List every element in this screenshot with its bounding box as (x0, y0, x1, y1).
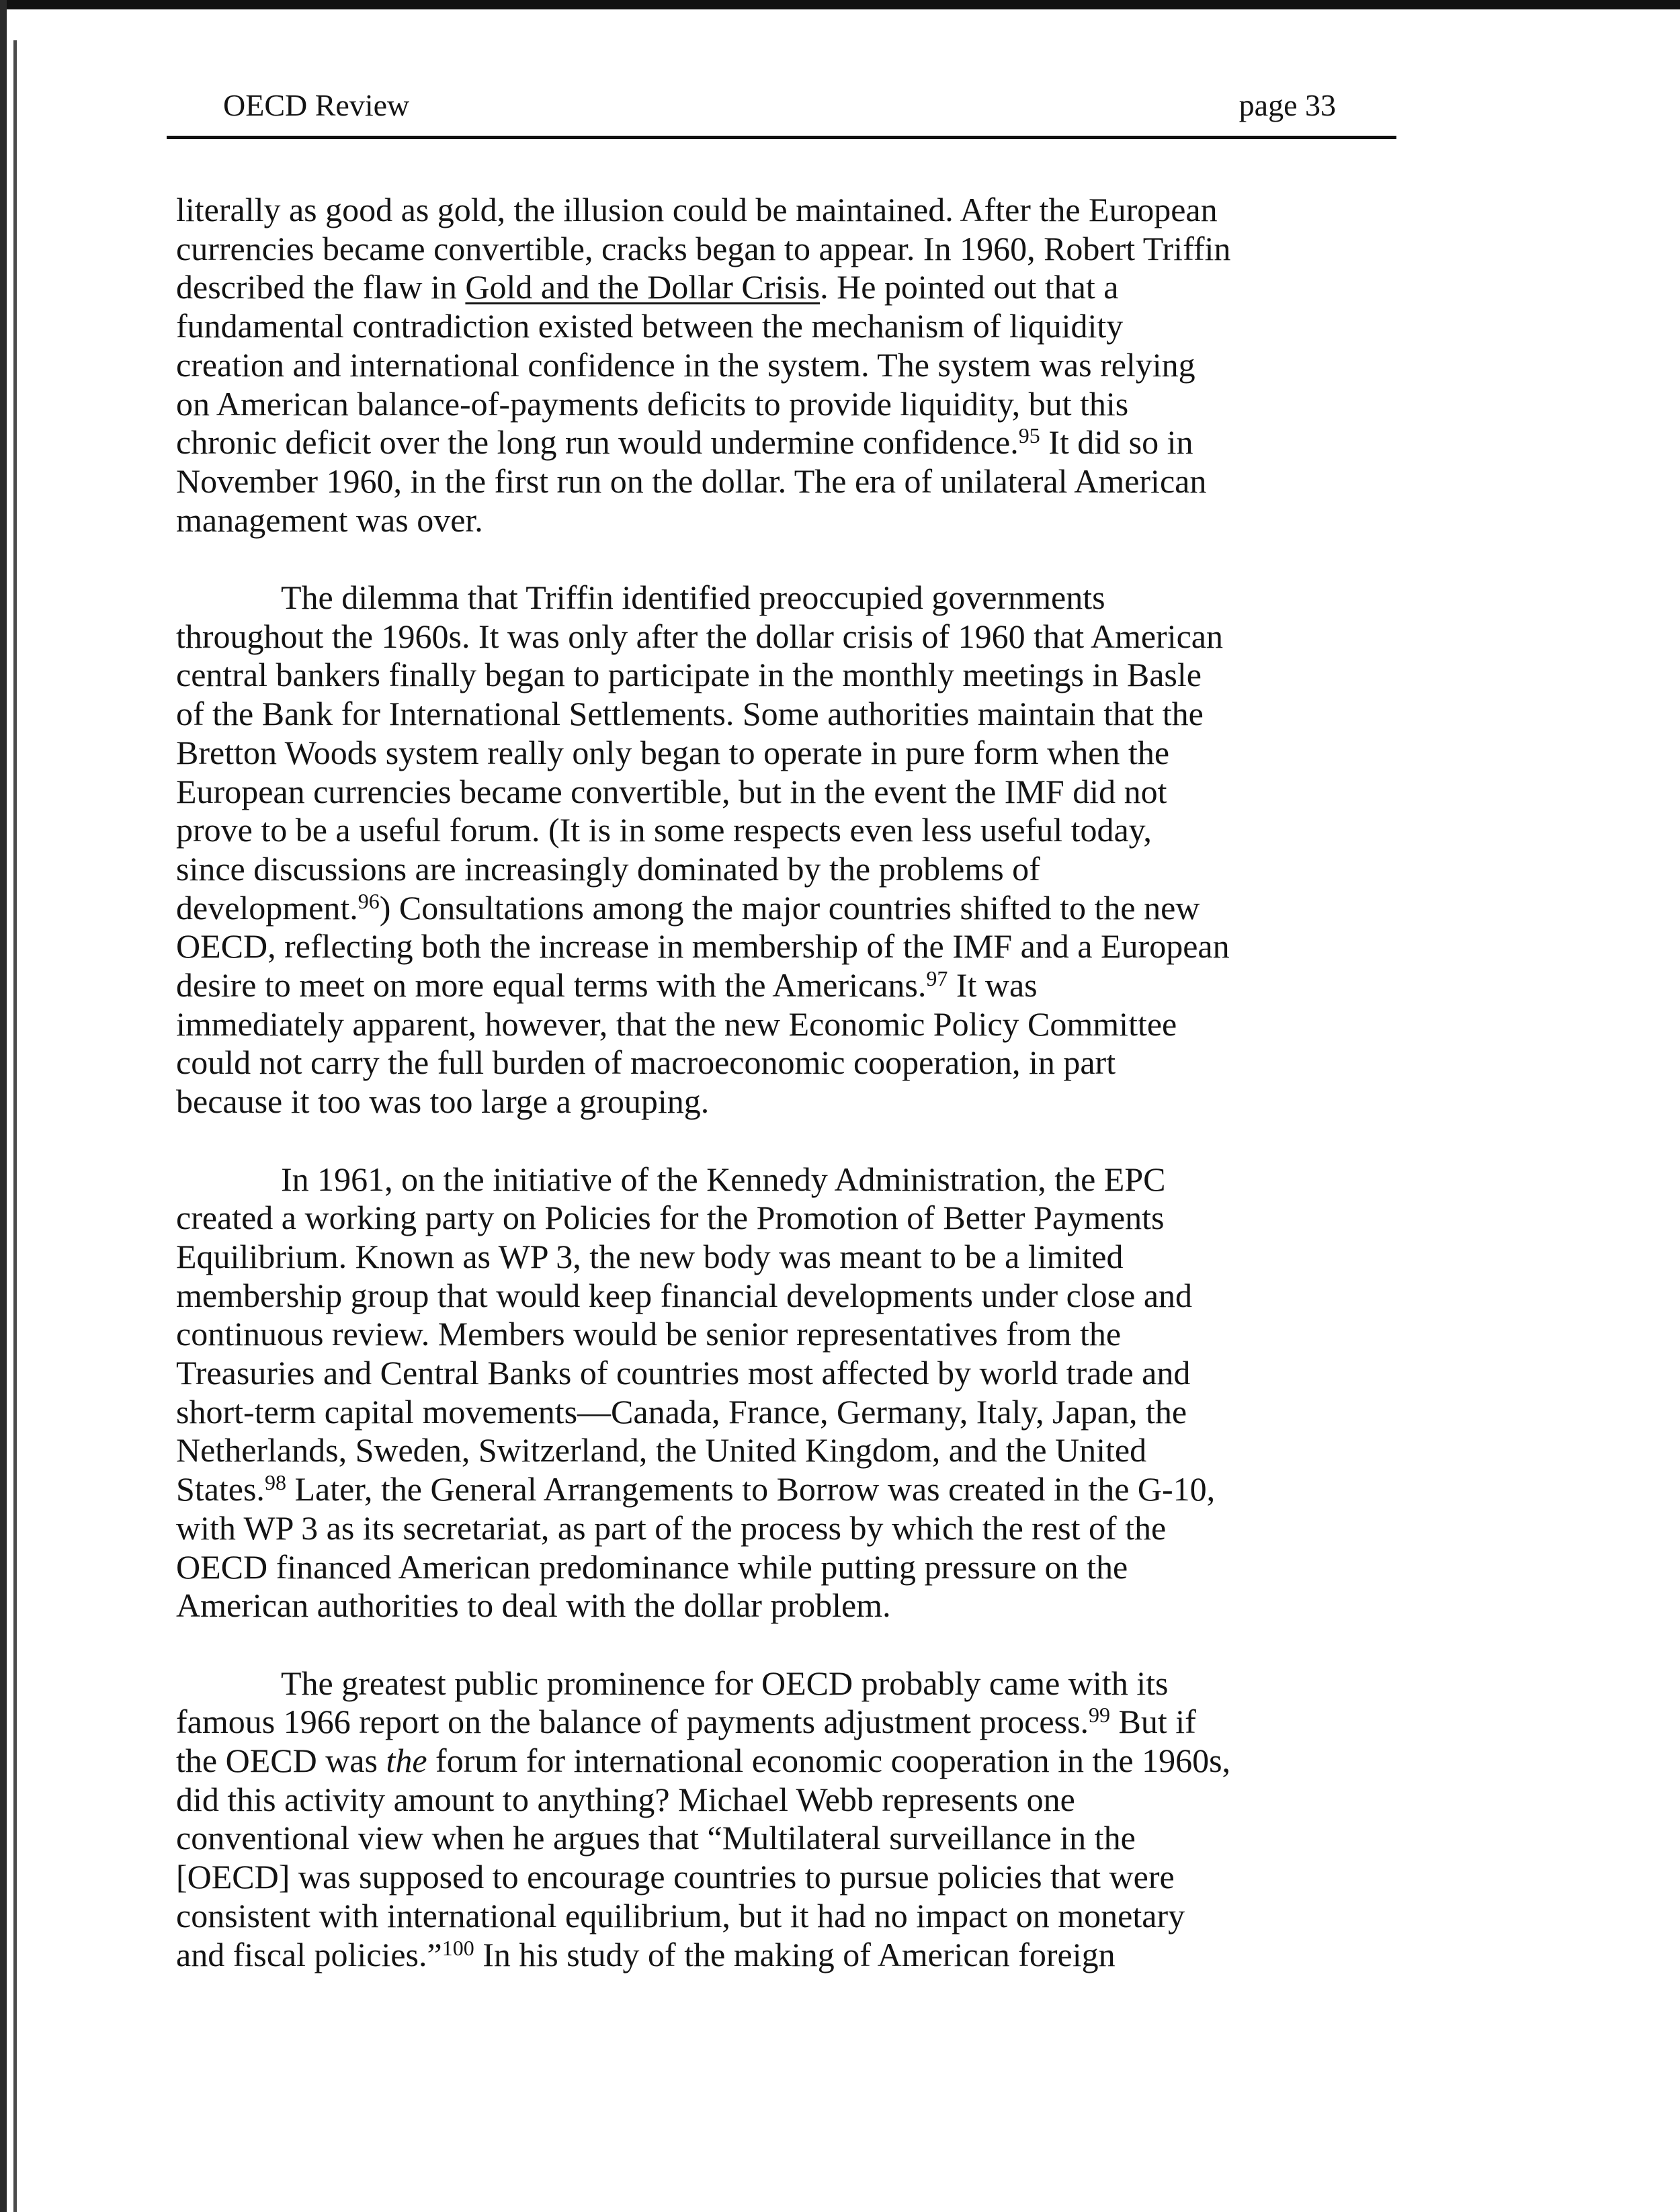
footnote-marker: 96 (358, 888, 380, 913)
paragraph (176, 1664, 1410, 1975)
text-run: But if the OECD was (176, 1703, 1196, 1780)
text-run: In 1961, on the initiative of the Kennedy Administration, the EPC created a working party on Policies for the Promotion of Better Payments Equilibrium. Known as WP 3, the new body was meant to be a limited membership group that would keep financial developments under close and continuous review. Members would be senior representatives from the Treasuries and Central Banks of countries most affected by world trade and short-term capital movements—Canada, France, Germany, Italy, Japan, the Netherlands, Sweden, Switzerland, the United Kingdom, and the United States. (176, 1160, 1193, 1508)
text-run: In his study of the making of American foreign (474, 1935, 1116, 1973)
paragraph (176, 1160, 1410, 1625)
footnote-marker: 95 (1018, 423, 1040, 448)
running-header (167, 82, 1396, 139)
text-run: It did so in November 1960, in the first run on the dollar. The era of unilateral American management was over. (176, 423, 1207, 539)
header-title: OECD Review (223, 88, 410, 122)
footnote-marker: 100 (442, 1935, 474, 1960)
text-run: It was immediately apparent, however, that the new Economic Policy Committee could not carry the full burden of macroeconomic cooperation, in part because it too was too large a grouping. (176, 966, 1177, 1121)
text-run: literally as good as gold, the illusion could be maintained. After the European currencies became convertible, cracks began to appear. In 1960, Robert Triffin described the flaw in (176, 191, 1231, 306)
text-run: Later, the General Arrangements to Borrow was created in the G-10, with WP 3 as its secretariat, as part of the process by which the rest of the OECD financed American predominance while putting pressure on the American authorities to deal with the dollar problem. (176, 1470, 1216, 1625)
paragraph (176, 191, 1410, 540)
scan-left-rule (13, 40, 17, 2212)
footnote-marker: 97 (926, 966, 948, 991)
scan-top-border (0, 0, 1680, 9)
footnote-marker: 99 (1088, 1703, 1110, 1728)
text-run: forum for international economic cooperation in the 1960s, did this activity amount to anything? Michael Webb represents one conventional view when he argues that “Multilateral surveillance in the [OECD] was supposed to encourage countries to pursue policies that were consistent with international equilibrium, but it had no impact on monetary and fiscal policies.” (176, 1742, 1231, 1973)
emphasis: the (386, 1742, 427, 1780)
text-run: The greatest public prominence for OECD probably came with its famous 1966 report on the balance of payments adjustment process. (176, 1664, 1169, 1741)
paragraph (176, 579, 1410, 1121)
text-run: ) Consultations among the major countries shifted to the new OECD, reflecting both the increase in membership of the IMF and a European desire to meet on more equal terms with the Americans. (176, 888, 1230, 1005)
body-text (176, 191, 1410, 1974)
page-number: page 33 (1238, 88, 1336, 122)
text-run: . He pointed out that a fundamental contradiction existed between the mechanism of liquidity creation and international confidence in the system. The system was relying on American balance-of-payments deficits to provide liquidity, but this chronic deficit over the long run would undermine confidence. (176, 268, 1195, 462)
text-run: The dilemma that Triffin identified preoccupied governments throughout the 1960s. It was only after the dollar crisis of 1960 that American central bankers finally began to participate in the monthly meetings in Basle of the Bank for International Settlements. Some authorities maintain that the Bretton Woods system really only began to operate in pure form when the European currencies became convertible, but in the event the IMF did not prove to be a useful forum. (It is in some respects even less useful today, since discussions are increasingly dominated by the problems of development. (176, 579, 1223, 927)
scan-left-border (0, 0, 7, 2212)
footnote-marker: 98 (264, 1470, 286, 1495)
book-title: Gold and the Dollar Crisis (465, 268, 821, 306)
